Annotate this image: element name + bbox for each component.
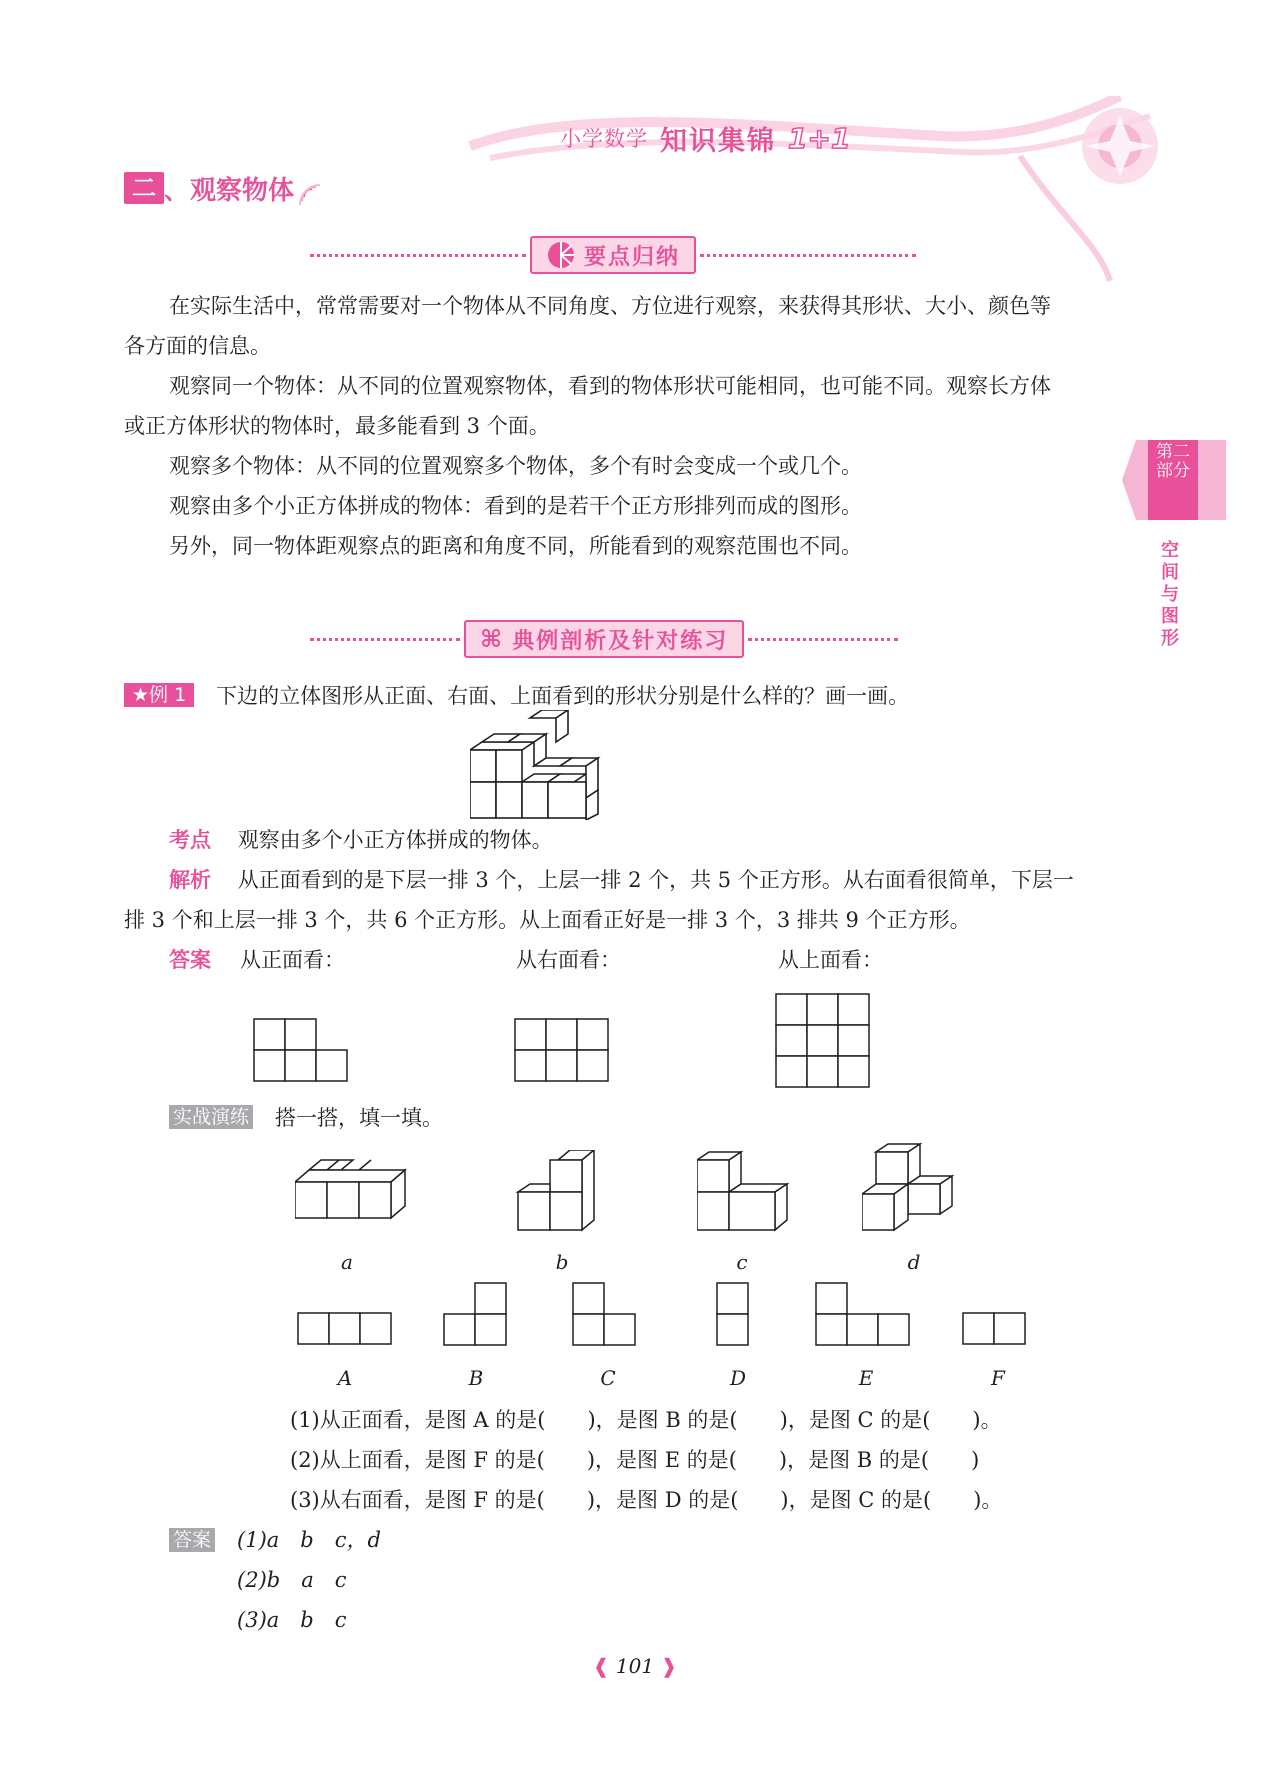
solid-label-d: d (907, 1250, 921, 1274)
practice-answer-lines (237, 1520, 381, 1640)
section-name: 观察物体 (190, 175, 295, 206)
dotted-rule (310, 254, 526, 257)
view-right-label: 从右面看： (516, 948, 621, 972)
top-view-grid (775, 993, 871, 1089)
example-analysis (124, 820, 1134, 980)
banner-key-points-box (530, 236, 696, 274)
solid-label-a: a (341, 1250, 353, 1274)
side-tab-notch (1122, 440, 1148, 520)
example-question-row (124, 680, 909, 710)
jiexi-text-continued: 排 3 个和上层一排 3 个，共 6 个正方形。从上面看正好是一排 3 个，3 排共 9 个正方形。 (124, 908, 971, 932)
view-A (297, 1312, 393, 1346)
summary-paragraph-continued: 或正方体形状的物体时，最多能看到 3 个面。 (124, 414, 550, 438)
header-series: 知识集锦 (660, 125, 776, 157)
answer-3: (3)a b c (237, 1608, 347, 1632)
page-number (590, 1654, 680, 1678)
page-left-arrow-icon: ❰ (592, 1654, 610, 1678)
view-D (716, 1282, 750, 1348)
section-separator: 、 (164, 175, 188, 205)
practice-answers (169, 1520, 381, 1640)
kaodian-text: 观察由多个小正方体拼成的物体。 (237, 828, 553, 852)
section-title (124, 168, 332, 208)
practice-questions (290, 1400, 1140, 1520)
solid-b (514, 1150, 600, 1236)
banner-examples-title: 典例剖析及针对练习 (512, 628, 729, 654)
header-series-number: 1+1 (788, 121, 851, 155)
jiexi-text: 从正面看到的是下层一排 3 个，上层一排 2 个，共 5 个正方形。从右面看很简单，下层一 (237, 868, 1074, 892)
kaodian-label: 考点 (169, 828, 211, 852)
practice-row (169, 1102, 443, 1132)
banner-examples (310, 620, 942, 658)
view-label-B: B (468, 1366, 484, 1390)
summary-paragraph: 观察同一个物体：从不同的位置观察物体，看到的物体形状可能相同，也可能不同。观察长方体 (169, 374, 1051, 398)
fan-icon (546, 240, 576, 270)
question-3: (3)从右面看，是图 F 的是( )，是图 D 的是( )，是图 C 的是( )。 (290, 1488, 1003, 1512)
view-front-label: 从正面看： (240, 948, 345, 972)
side-part-label: 第二部分 (1156, 442, 1190, 481)
side-topic-label: 空间与图形 (1161, 540, 1179, 649)
answer-2: (2)b a c (237, 1568, 347, 1592)
jiexi-label: 解析 (169, 868, 211, 892)
dotted-rule (748, 638, 898, 641)
section-number: 二 (124, 172, 164, 204)
summary-paragraph: 观察多个物体：从不同的位置观察多个物体，多个有时会变成一个或几个。 (169, 454, 862, 478)
header-brand (560, 118, 850, 158)
view-C (572, 1282, 638, 1348)
view-label-D: D (729, 1366, 747, 1390)
dotted-rule (310, 638, 460, 641)
jiexi-row (124, 860, 1134, 900)
wave-icon (298, 171, 332, 205)
view-F (962, 1312, 1028, 1346)
summary-paragraph-continued: 各方面的信息。 (124, 334, 271, 358)
right-view-grid (514, 1018, 610, 1084)
question-2: (2)从上面看，是图 F 的是( )，是图 E 的是( )，是图 B 的是( ) (290, 1448, 980, 1472)
dotted-rule (700, 254, 916, 257)
summary-text (124, 286, 1134, 566)
banner-key-points (310, 236, 942, 274)
answer-row (124, 940, 1134, 980)
example-question: 下边的立体图形从正面、右面、上面看到的形状分别是什么样的？画一画。 (216, 684, 910, 708)
banner-key-points-title: 要点归纳 (584, 244, 681, 270)
answer-1: (1)a b c，d (237, 1528, 381, 1552)
example-solid-figure (470, 710, 620, 820)
solid-d (862, 1142, 958, 1238)
solid-c (697, 1150, 793, 1236)
practice-instruction: 搭一搭，填一填。 (275, 1106, 444, 1130)
front-view-grid (253, 1018, 349, 1084)
summary-paragraph: 另外，同一物体距观察点的距离和角度不同，所能看到的观察范围也不同。 (169, 534, 862, 558)
solid-label-b: b (555, 1250, 569, 1274)
summary-paragraph: 观察由多个小正方体拼成的物体：看到的是若干个正方形排列而成的图形。 (169, 494, 862, 518)
view-label-A: A (337, 1366, 353, 1390)
solid-a (295, 1150, 411, 1230)
page-number-text: 101 (615, 1654, 655, 1678)
solid-label-c: c (736, 1250, 748, 1274)
view-E (815, 1282, 911, 1348)
view-B (443, 1282, 509, 1348)
view-label-C: C (600, 1366, 616, 1390)
example-label: ★例 1 (124, 683, 194, 707)
answer-label: 答案 (169, 948, 211, 972)
page-right-arrow-icon: ❱ (660, 1654, 678, 1678)
view-top-label: 从上面看： (778, 948, 883, 972)
banner-examples-box (464, 620, 744, 658)
practice-answer-label: 答案 (169, 1528, 215, 1552)
kaodian-row (124, 820, 1134, 860)
command-icon: ⌘ (480, 625, 505, 653)
view-label-F: F (991, 1366, 1005, 1390)
view-label-E: E (858, 1366, 874, 1390)
summary-paragraph: 在实际生活中，常常需要对一个物体从不同角度、方位进行观察，来获得其形状、大小、颜色等 (169, 294, 1051, 318)
question-1: (1)从正面看，是图 A 的是( )，是图 B 的是( )，是图 C 的是( )。 (290, 1408, 1002, 1432)
header-subject: 小学数学 (560, 127, 648, 151)
practice-label: 实战演练 (169, 1105, 253, 1129)
